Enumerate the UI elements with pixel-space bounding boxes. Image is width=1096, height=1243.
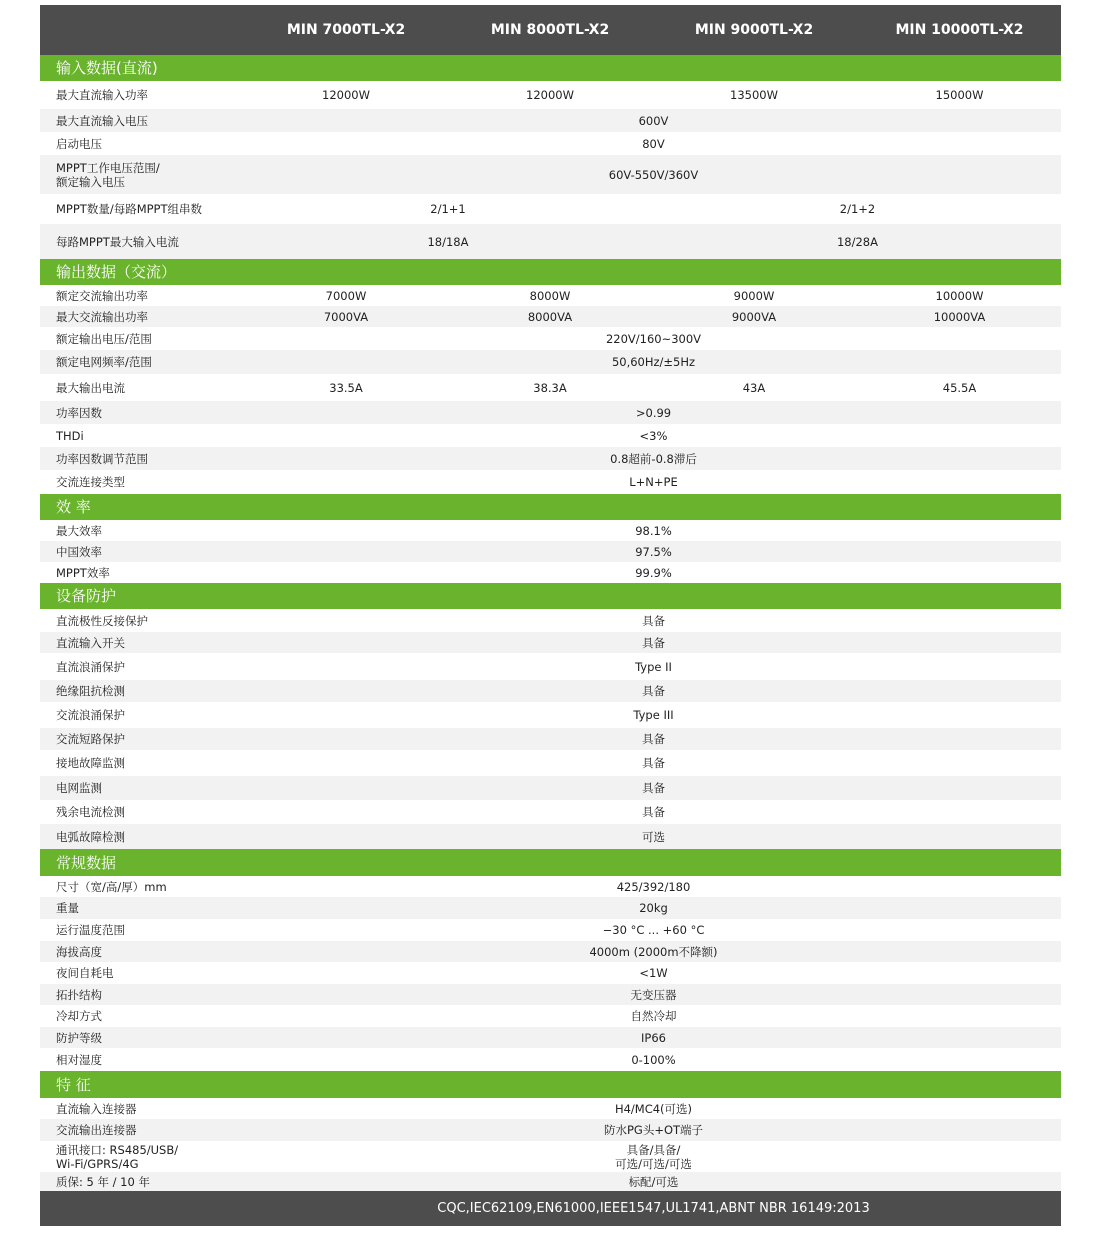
spec-value: 33.5A xyxy=(329,380,363,395)
model-header: MIN 10000TL-X2 xyxy=(858,5,1061,55)
spec-label: 最大交流输出功率 xyxy=(56,309,148,324)
spec-row xyxy=(40,155,1061,194)
spec-row xyxy=(40,109,1061,132)
spec-label: 最大直流输入电压 xyxy=(56,113,148,128)
spec-row xyxy=(40,800,1061,824)
spec-row xyxy=(40,1172,1061,1191)
spec-label: 功率因数 xyxy=(56,405,102,420)
spec-label: THDi xyxy=(56,428,84,443)
spec-label: MPPT工作电压范围/ 额定输入电压 xyxy=(56,160,160,189)
spec-label: 质保: 5 年 / 10 年 xyxy=(56,1174,150,1189)
spec-row xyxy=(40,897,1061,919)
spec-value: 18/28A xyxy=(836,234,878,249)
spec-row xyxy=(40,285,1061,306)
spec-label: 相对湿度 xyxy=(56,1052,102,1067)
spec-row xyxy=(40,750,1061,776)
spec-value: 可选 xyxy=(642,829,665,844)
spec-value: 具备/具备/ 可选/可选/可选 xyxy=(615,1142,692,1171)
spec-value: 8000W xyxy=(529,288,571,303)
section-title: 设备防护 xyxy=(56,587,117,605)
spec-value: 具备 xyxy=(642,781,665,795)
spec-label: 额定电网频率/范围 xyxy=(56,355,152,369)
spec-value: 具备 xyxy=(642,805,665,819)
spec-value: 80V xyxy=(642,136,665,151)
spec-value: 具备 xyxy=(642,684,665,698)
spec-row xyxy=(40,876,1061,897)
spec-row xyxy=(40,327,1061,350)
spec-value: −30 °C ... +60 °C xyxy=(602,923,705,937)
spec-value: 9000W xyxy=(733,288,775,303)
model-header: MIN 9000TL-X2 xyxy=(654,5,854,55)
spec-value: 15000W xyxy=(935,88,984,102)
spec-label: 交流浪涌保护 xyxy=(56,708,125,722)
spec-value: 13500W xyxy=(730,88,778,102)
spec-row xyxy=(40,919,1061,941)
spec-value: 98.1% xyxy=(635,523,672,538)
spec-label: 冷却方式 xyxy=(56,1009,102,1023)
spec-value: <1W xyxy=(639,966,668,980)
spec-value: 12000W xyxy=(322,88,370,102)
spec-label: 接地故障监测 xyxy=(56,756,125,770)
spec-row xyxy=(40,541,1061,562)
section-title: 输入数据(直流) xyxy=(56,59,158,77)
spec-row xyxy=(40,680,1061,702)
model-header: MIN 8000TL-X2 xyxy=(450,5,650,55)
spec-value: H4/MC4(可选) xyxy=(614,1101,693,1116)
spec-row xyxy=(40,470,1061,494)
spec-value: Type II xyxy=(635,659,672,674)
spec-table xyxy=(40,5,1061,1226)
spec-value: 自然冷却 xyxy=(630,1009,677,1023)
spec-label: MPPT效率 xyxy=(56,565,110,580)
section-title: 特 征 xyxy=(56,1075,91,1094)
spec-value: 7000VA xyxy=(323,309,369,324)
spec-row xyxy=(40,984,1061,1005)
spec-row xyxy=(40,776,1061,800)
spec-value: 8000VA xyxy=(527,309,573,324)
spec-label: 交流输出连接器 xyxy=(56,1123,137,1137)
spec-label: 电弧故障检测 xyxy=(56,829,125,844)
spec-label: 启动电压 xyxy=(56,136,102,151)
spec-label: 夜间自耗电 xyxy=(56,966,114,980)
section-header xyxy=(40,259,1061,285)
spec-value: 99.9% xyxy=(635,565,672,580)
spec-value: 600V xyxy=(638,113,669,128)
spec-value: 具备 xyxy=(642,732,665,746)
spec-value: 标配/可选 xyxy=(628,1174,679,1189)
spec-row xyxy=(40,824,1061,849)
spec-value: 具备 xyxy=(642,635,665,650)
spec-value: 60V-550V/360V xyxy=(608,167,699,182)
spec-label: 运行温度范围 xyxy=(56,923,125,937)
spec-value: 50,60Hz/±5Hz xyxy=(611,355,696,369)
spec-value: 防水PG头+OT端子 xyxy=(603,1123,704,1137)
spec-row xyxy=(40,702,1061,728)
spec-value: Type III xyxy=(633,708,674,722)
spec-value: 10000VA xyxy=(933,309,986,324)
spec-value: IP66 xyxy=(641,1030,666,1045)
certification-text: CQC,IEC62109,EN61000,IEEE1547,UL1741,ABNT NBR 16149:2013 xyxy=(437,1200,870,1216)
spec-label: MPPT数量/每路MPPT组串数 xyxy=(56,202,203,216)
section-header xyxy=(40,849,1061,876)
spec-label: 重量 xyxy=(56,901,79,915)
spec-label: 直流输入连接器 xyxy=(56,1101,137,1116)
section-header xyxy=(40,55,1061,81)
spec-row xyxy=(40,1119,1061,1141)
spec-row xyxy=(40,1098,1061,1119)
spec-row xyxy=(40,374,1061,401)
spec-label: 最大输出电流 xyxy=(56,380,125,395)
spec-value: 4000m (2000m不降额) xyxy=(589,944,718,959)
spec-row xyxy=(40,1141,1061,1172)
spec-value: 0-100% xyxy=(631,1052,676,1067)
spec-label: 拓扑结构 xyxy=(56,987,102,1002)
spec-row xyxy=(40,520,1061,541)
model-header-row xyxy=(40,5,1061,55)
spec-row xyxy=(40,132,1061,155)
spec-value: <3% xyxy=(639,428,668,443)
spec-label: 直流浪涌保护 xyxy=(56,659,125,674)
section-header xyxy=(40,1071,1061,1098)
spec-row xyxy=(40,941,1061,962)
section-header xyxy=(40,494,1061,520)
spec-label: 防护等级 xyxy=(56,1030,102,1045)
spec-label: 最大效率 xyxy=(56,523,102,538)
section-title: 输出数据（交流） xyxy=(56,263,177,281)
spec-label: 直流极性反接保护 xyxy=(56,613,148,628)
spec-label: 最大直流输入功率 xyxy=(56,88,148,102)
spec-value: L+N+PE xyxy=(629,475,678,489)
header-corner xyxy=(40,5,243,55)
spec-row xyxy=(40,424,1061,447)
spec-row xyxy=(40,401,1061,424)
spec-label: 交流短路保护 xyxy=(56,732,125,746)
spec-label: 额定输出电压/范围 xyxy=(56,331,152,346)
spec-label: 电网监测 xyxy=(56,781,102,795)
spec-value: 220V/160~300V xyxy=(605,331,702,346)
spec-row xyxy=(40,1005,1061,1027)
spec-label: 直流输入开关 xyxy=(56,635,125,650)
spec-label: 交流连接类型 xyxy=(56,475,125,489)
spec-label: 通讯接口: RS485/USB/ Wi-Fi/GPRS/4G xyxy=(56,1142,179,1171)
spec-value: 10000W xyxy=(935,288,984,303)
spec-row xyxy=(40,962,1061,984)
spec-label: 残余电流检测 xyxy=(56,805,125,819)
spec-label: 海拔高度 xyxy=(56,944,102,959)
spec-row xyxy=(40,224,1061,259)
spec-label: 绝缘阻抗检测 xyxy=(56,684,125,698)
spec-row xyxy=(40,306,1061,327)
section-title: 常规数据 xyxy=(56,853,117,872)
spec-row xyxy=(40,653,1061,680)
spec-value: 45.5A xyxy=(942,380,977,395)
spec-row xyxy=(40,632,1061,653)
spec-value: 43A xyxy=(742,380,766,395)
spec-row xyxy=(40,447,1061,470)
spec-label: 尺寸（宽/高/厚）mm xyxy=(56,879,167,894)
section-title: 效 率 xyxy=(56,498,91,516)
spec-value: 18/18A xyxy=(427,234,469,249)
spec-value: 具备 xyxy=(642,756,665,770)
spec-label: 中国效率 xyxy=(56,544,102,559)
section-header xyxy=(40,583,1061,609)
spec-row xyxy=(40,1027,1061,1048)
spec-value: 97.5% xyxy=(635,544,672,559)
spec-value: 0.8超前-0.8滞后 xyxy=(610,451,697,466)
spec-value: 425/392/180 xyxy=(616,879,691,894)
spec-row xyxy=(40,562,1061,583)
spec-value: 9000VA xyxy=(731,309,777,324)
spec-value: 20kg xyxy=(639,901,668,915)
spec-value: 无变压器 xyxy=(630,987,677,1002)
spec-value: 12000W xyxy=(526,88,574,102)
spec-row xyxy=(40,350,1061,374)
spec-label: 每路MPPT最大输入电流 xyxy=(56,234,179,249)
spec-value: >0.99 xyxy=(635,405,672,420)
spec-row xyxy=(40,81,1061,109)
spec-value: 38.3A xyxy=(533,380,567,395)
spec-row xyxy=(40,609,1061,632)
spec-label: 功率因数调节范围 xyxy=(56,451,148,466)
model-header: MIN 7000TL-X2 xyxy=(246,5,446,55)
spec-row xyxy=(40,194,1061,224)
spec-row xyxy=(40,728,1061,750)
spec-value: 具备 xyxy=(642,613,665,628)
spec-label: 额定交流输出功率 xyxy=(56,288,148,303)
certification-footer xyxy=(40,1191,1061,1226)
spec-row xyxy=(40,1048,1061,1071)
spec-value: 2/1+2 xyxy=(839,202,876,216)
spec-value: 2/1+1 xyxy=(430,202,466,216)
spec-value: 7000W xyxy=(325,288,367,303)
